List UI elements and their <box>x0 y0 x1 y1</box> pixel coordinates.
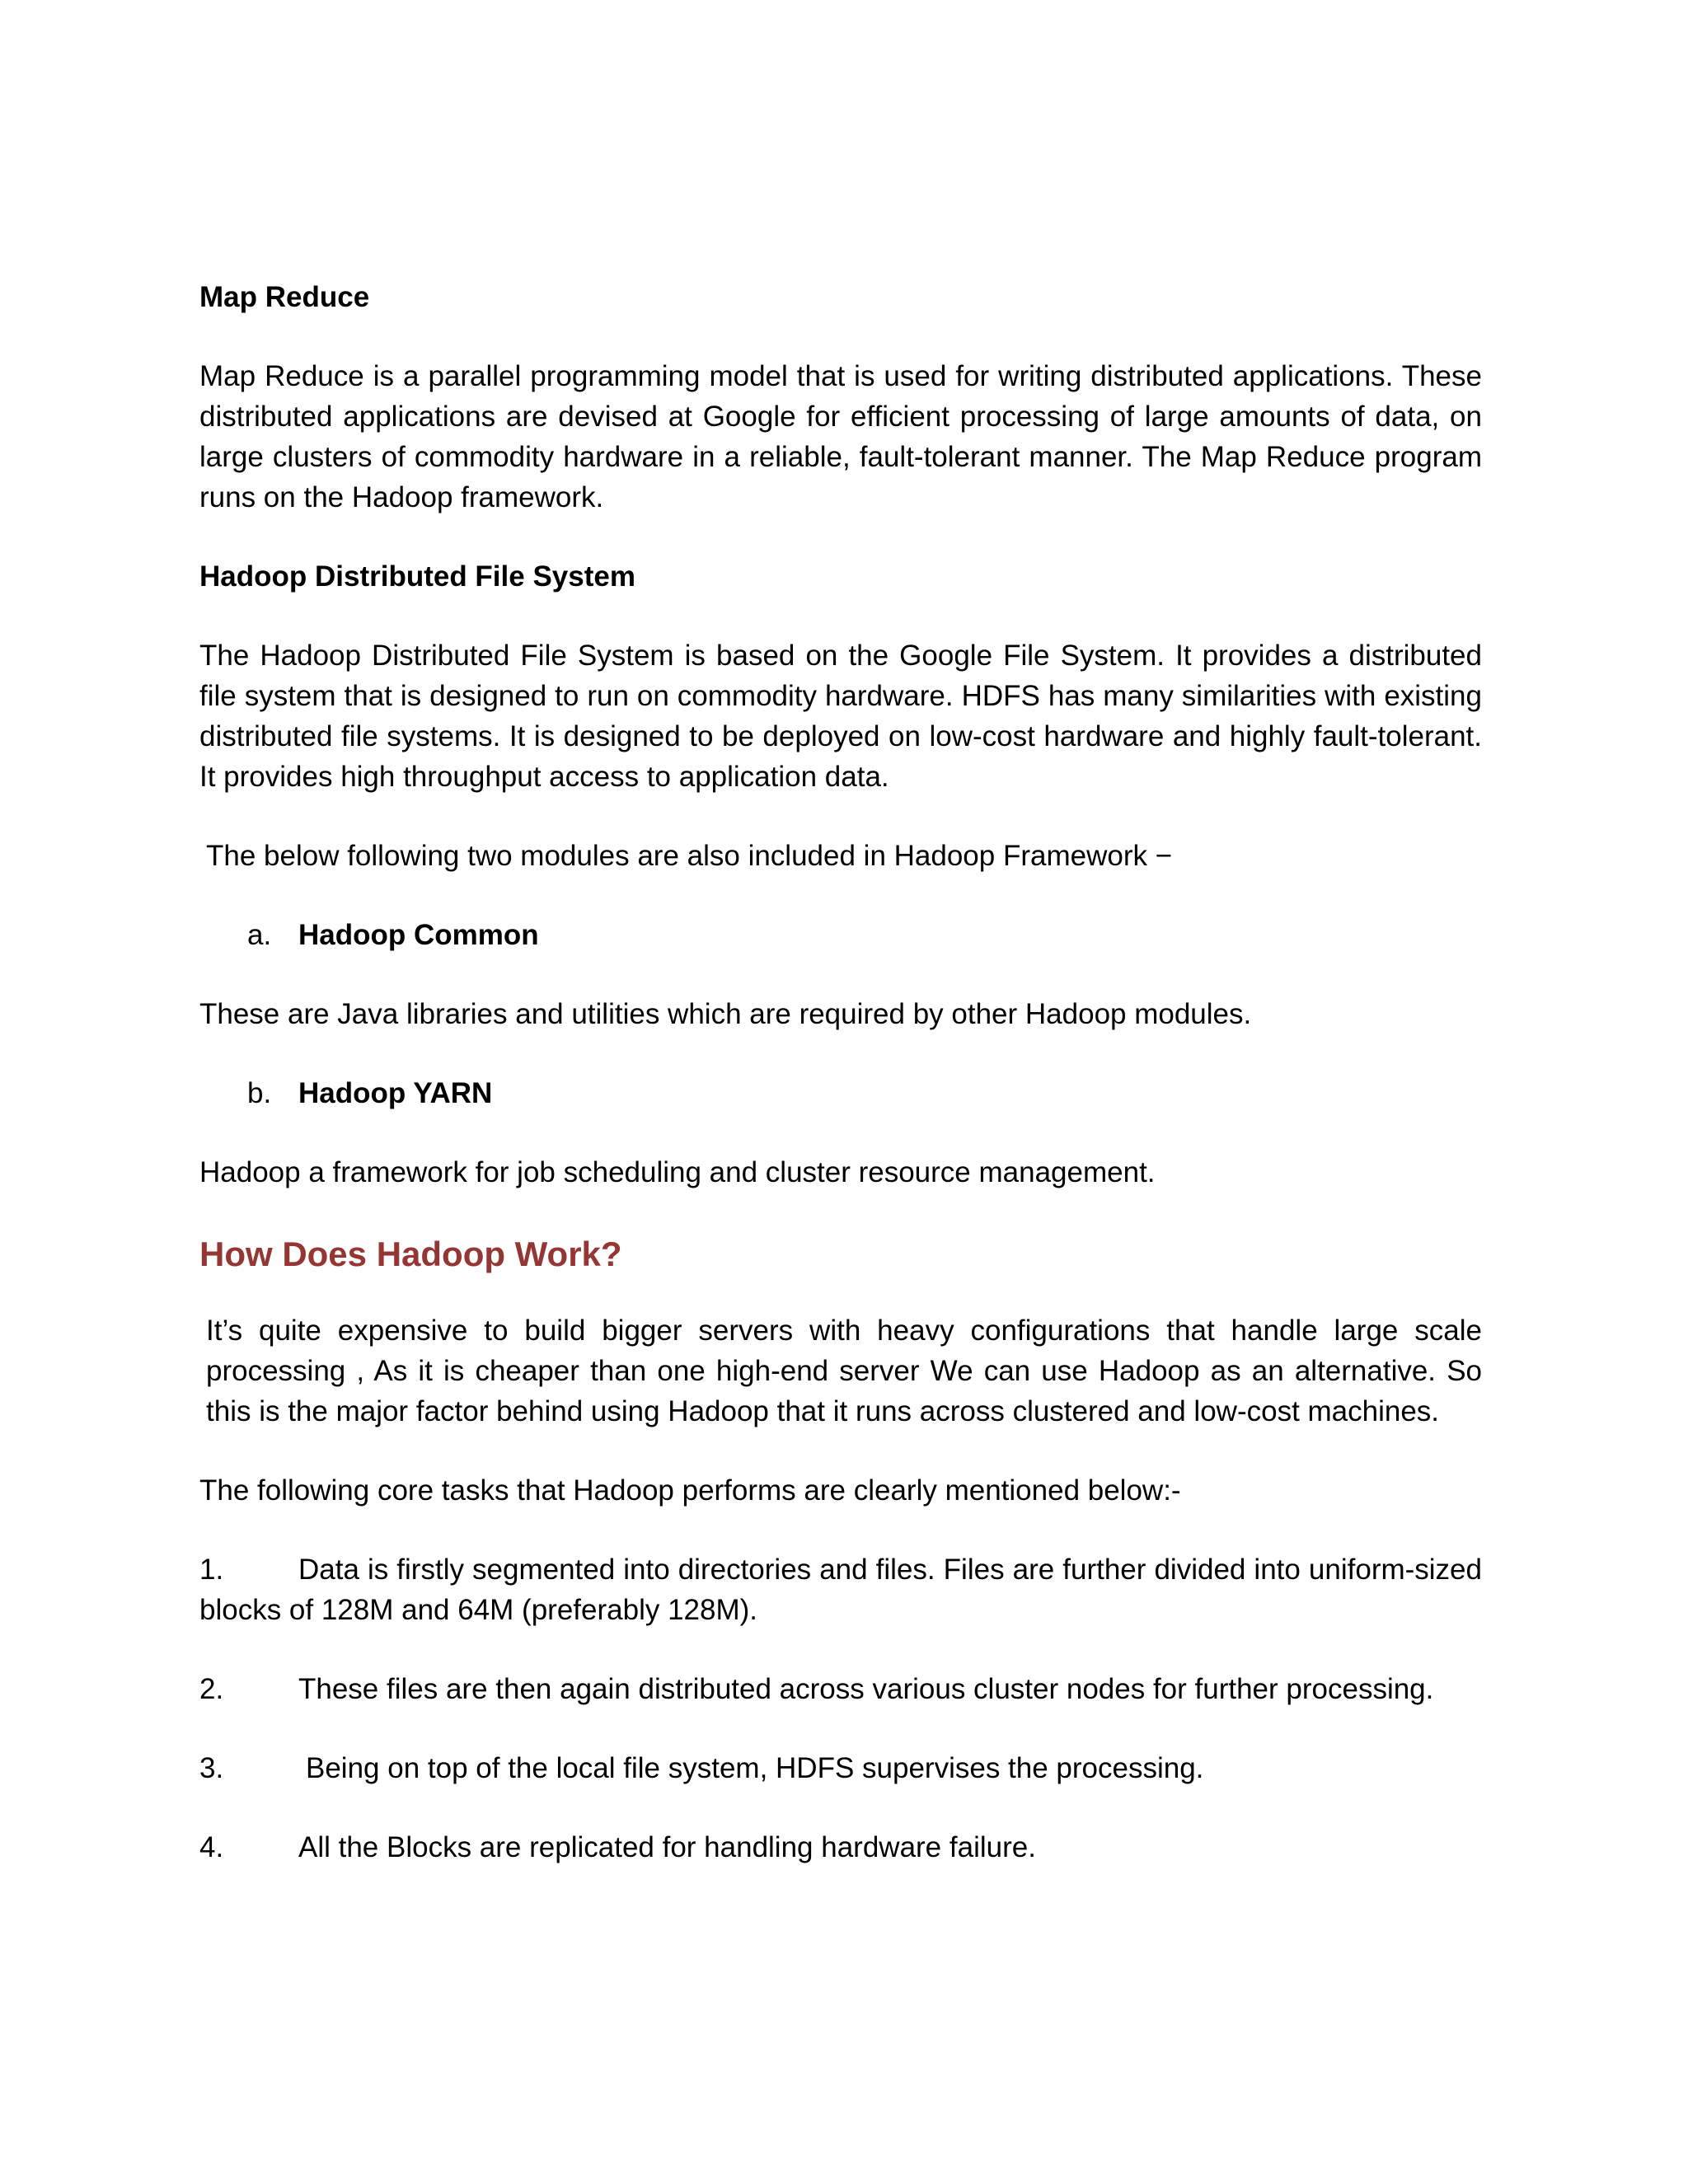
task-number: 4. <box>199 1831 224 1863</box>
module-description: These are Java libraries and utilities which are required by other Hadoop modules. <box>199 998 1252 1030</box>
section-title-how-hadoop-works: How Does Hadoop Work? <box>199 1235 622 1273</box>
module-description: Hadoop a framework for job scheduling and cluster resource management. <box>199 1156 1156 1188</box>
task-item <box>199 1669 1482 1709</box>
hdfs-heading: Hadoop Distributed File System <box>199 560 635 593</box>
hdfs-paragraph: The Hadoop Distributed File System is based on the Google File System. It provides a distributed file system that is designed to run on commodity hardware. HDFS has many similarities with existing distributed file systems. It is designed to be deployed on low-cost hardware and highly fault-tolerant. It provides high throughput access to application data. <box>199 640 1482 793</box>
tasks-intro: The following core tasks that Hadoop performs are clearly mentioned below:- <box>199 1474 1181 1507</box>
how-it-works-paragraph: It’s quite expensive to build bigger servers with heavy configurations that handle large scale processing , As it is cheaper than one high-end server We can use Hadoop as an alternative. So this is the major factor behind using Hadoop that it runs across clustered and low-cost machines. <box>206 1315 1482 1427</box>
map-reduce-paragraph: Map Reduce is a parallel programming model that is used for writing distributed applications. These distributed applications are devised at Google for efficient processing of large amounts of data, on large clusters of commodity hardware in a reliable, fault-tolerant manner. The Map Reduce program runs on the Hadoop framework. <box>199 360 1482 513</box>
task-item <box>199 1549 1482 1630</box>
task-text: Data is firstly segmented into directories and files. Files are further divided into uniform-sized blocks of 128M and 64M (preferably 128M). <box>199 1554 1482 1626</box>
task-item <box>199 1748 1482 1788</box>
task-text: Being on top of the local file system, HDFS supervises the processing. <box>306 1752 1204 1784</box>
map-reduce-heading: Map Reduce <box>199 281 370 313</box>
module-title: Hadoop YARN <box>298 1077 493 1109</box>
task-number: 2. <box>199 1673 224 1705</box>
document-body <box>199 277 1482 1906</box>
module-item-hadoop-yarn <box>199 1073 1482 1113</box>
task-item <box>199 1827 1482 1868</box>
module-title: Hadoop Common <box>298 919 539 951</box>
list-marker: b. <box>247 1077 272 1109</box>
list-marker: a. <box>247 919 272 951</box>
task-text: These files are then again distributed across various cluster nodes for further processing. <box>298 1673 1434 1705</box>
module-item-hadoop-common <box>199 915 1482 955</box>
modules-intro: The below following two modules are also included in Hadoop Framework − <box>206 840 1173 872</box>
task-number: 1. <box>199 1554 224 1586</box>
task-text: All the Blocks are replicated for handling hardware failure. <box>298 1831 1036 1863</box>
task-number: 3. <box>199 1752 224 1784</box>
